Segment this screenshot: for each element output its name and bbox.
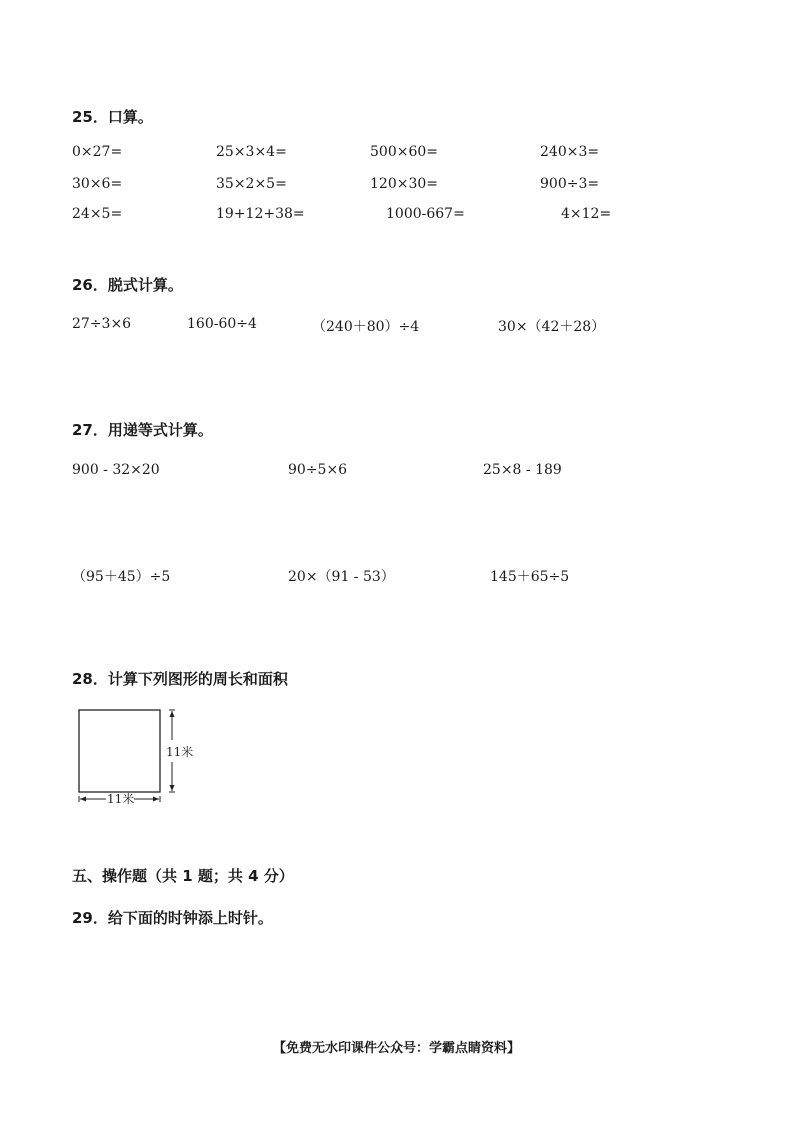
q26-item: 30×（42＋28）	[498, 319, 606, 335]
q27-title: 27．用递等式计算。	[72, 421, 213, 439]
q27-item: 25×8 - 189	[483, 462, 562, 478]
q25-item: 120×30=	[370, 176, 438, 192]
side-length-label: 11米	[166, 745, 194, 759]
q27-item: （95＋45）÷5	[72, 569, 171, 585]
arrow-left-icon	[80, 797, 86, 802]
q25-item: 0×27=	[72, 144, 123, 160]
q29-title: 29．给下面的时钟添上时针。	[72, 909, 273, 927]
q25-item: 35×2×5=	[216, 176, 287, 192]
footer-watermark: 【免费无水印课件公众号：学霸点睛资料】	[272, 1041, 520, 1056]
q26-item: 27÷3×6	[72, 316, 132, 332]
arrow-up-icon	[170, 711, 175, 717]
q25-item: 30×6=	[72, 176, 123, 192]
q25-item: 900÷3=	[540, 176, 600, 192]
q27-item: 90÷5×6	[288, 462, 348, 478]
section5-title: 五、操作题（共 1 题；共 4 分）	[72, 867, 294, 885]
square-shape	[79, 710, 160, 792]
q25-item: 240×3=	[540, 144, 600, 160]
q26-title: 26．脱式计算。	[72, 276, 183, 294]
q25-item: 4×12=	[561, 206, 612, 222]
q25-item: 25×3×4=	[216, 144, 287, 160]
square-figure	[70, 702, 200, 812]
arrow-right-icon	[153, 797, 159, 802]
q25-item: 19+12+38=	[216, 206, 305, 222]
arrow-down-icon	[170, 785, 175, 791]
q28-title: 28．计算下列图形的周长和面积	[72, 670, 288, 688]
q25-item: 24×5=	[72, 206, 123, 222]
q27-item: 145＋65÷5	[490, 569, 570, 585]
q25-title: 25．口算。	[72, 108, 153, 126]
bottom-length-label: 11米	[107, 792, 135, 806]
q26-item: 160-60÷4	[187, 316, 257, 332]
q25-item: 1000-667=	[386, 206, 465, 222]
q27-item: 900 - 32×20	[72, 462, 160, 478]
q27-item: 20×（91 - 53）	[288, 569, 395, 585]
q26-item: （240＋80）÷4	[312, 319, 420, 335]
q25-item: 500×60=	[370, 144, 438, 160]
